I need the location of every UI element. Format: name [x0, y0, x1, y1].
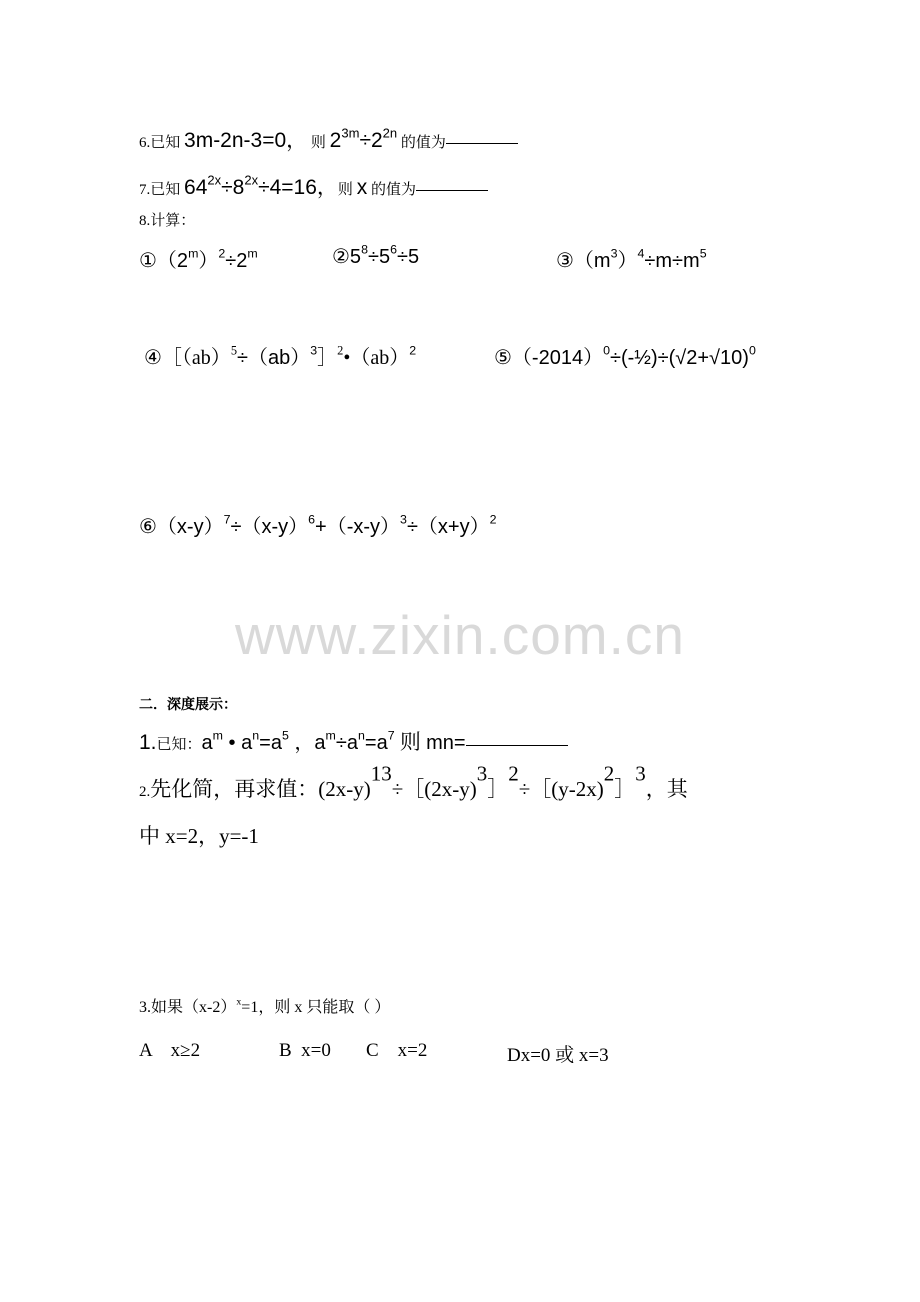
q7-prefix: 7.已知	[139, 182, 185, 198]
p1-condition-1: $a^m$ • $a^n=a^5$	[201, 728, 289, 754]
q6-comma: ，	[286, 128, 308, 152]
problem-1: 1.已知：$a^m$ • $a^n=a^5$ ，$a^m\div a^n=a^7$ 则 mn=	[139, 726, 568, 756]
question-7	[139, 171, 488, 201]
q7-answer-blank[interactable]	[416, 189, 488, 191]
option-a[interactable]: A x≥2	[139, 1040, 201, 1061]
problem-2-line-1: 2.先化简，再求值：$(2x-y)^{13}\div[(2x-y)^3]^2\div[(y-2x)^2]^3$，其	[139, 761, 688, 801]
problem-2-line-2: 中 x=2，y=-1	[139, 824, 259, 848]
q6-prefix: 6.已知	[139, 135, 185, 151]
question-6	[139, 124, 518, 154]
option-b[interactable]: B x=0	[279, 1040, 331, 1061]
watermark-text: www.zixin.com.cn	[235, 604, 685, 666]
option-c[interactable]: C x=2	[366, 1040, 428, 1061]
p1-condition-2: $a^m\div a^n=a^7$	[314, 728, 395, 754]
problem-3: 3.如果$(x-2)^x=1$，则 x 只能取（ ）	[139, 996, 391, 1016]
q6-expression: $2^{3m}\div 2^{2n}$	[329, 125, 398, 152]
calc-item-5: $⑤(-2014)^0\div(-\frac{1}{2})\div(√2+√10)^0$	[494, 343, 756, 369]
calc-item-2: $②5^8\div 5^6\div 5$	[332, 242, 420, 268]
q7-expression: $64^{2x}\div 8^{2x}\div 4=16$	[184, 172, 317, 199]
calc-item-3: $③(m^3)^4\div m\div m^5$	[556, 246, 707, 272]
q6-then: 则	[307, 135, 330, 151]
q6-equation: 3m-2n-3=0	[184, 129, 287, 152]
p1-answer-blank[interactable]	[466, 744, 568, 746]
q7-variable: x	[356, 176, 368, 199]
q7-comma: ，	[316, 175, 338, 199]
q6-answer-blank[interactable]	[446, 142, 518, 144]
question-8-title: 8.计算：	[139, 213, 196, 229]
calc-item-4: ④［（ab）$^5$÷（ab）$^3$］$^2$•（ab）$^2$	[144, 343, 417, 369]
section-2-title: 二．深度展示：	[139, 696, 237, 712]
q7-then: 则	[337, 182, 357, 198]
option-d[interactable]: Dx=0 或 x=3	[507, 1045, 609, 1066]
calc-item-1: $①(2^m)^2\div 2^m$	[139, 246, 258, 272]
calc-item-6: $⑥(x-y)^7\div(x-y)^6+(-x-y)^3\div(x+y)^2$	[139, 512, 497, 538]
q6-suffix: 的值为	[397, 135, 446, 151]
q7-suffix: 的值为	[367, 182, 416, 198]
